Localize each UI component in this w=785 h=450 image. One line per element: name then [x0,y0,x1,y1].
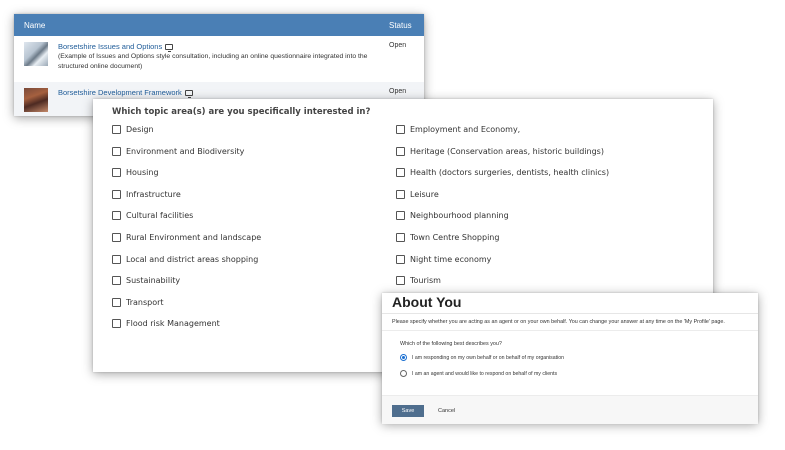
topic-label: Neighbourhood planning [410,211,509,220]
consultation-title[interactable]: Borsetshire Development Framework [58,88,182,97]
topic-option[interactable] [396,147,604,156]
topic-checkbox[interactable] [112,147,121,156]
table-row [14,36,424,82]
topic-checkbox[interactable] [112,233,121,242]
topic-option[interactable] [112,168,159,177]
topic-checkbox[interactable] [396,211,405,220]
consultation-link[interactable] [58,88,193,97]
topic-checkbox[interactable] [396,190,405,199]
about-you-title: About You [392,294,462,310]
topic-checkbox[interactable] [396,125,405,134]
topic-option[interactable] [112,211,193,220]
consultation-link[interactable] [58,42,173,51]
topic-option[interactable] [396,255,491,264]
topic-checkbox[interactable] [396,168,405,177]
topic-label: Infrastructure [126,190,181,199]
topic-option[interactable] [396,233,499,242]
topic-option[interactable] [112,255,258,264]
topic-checkbox[interactable] [396,255,405,264]
column-header-name: Name [24,20,46,30]
topic-checkbox[interactable] [112,255,121,264]
topic-label: Employment and Economy, [410,125,521,134]
topic-label: Tourism [410,276,441,285]
radio-button[interactable] [400,370,407,377]
form-footer [382,395,758,424]
topic-label: Town Centre Shopping [410,233,500,242]
topic-label: Environment and Biodiversity [126,147,245,156]
topic-label: Leisure [410,190,439,199]
radio-button-selected[interactable] [400,354,407,361]
topic-checkbox[interactable] [112,211,121,220]
about-you-panel [382,293,758,423]
consultation-status: Open [389,42,407,49]
topic-option[interactable] [112,190,181,199]
list-header [14,14,424,36]
topic-option[interactable] [112,147,244,156]
topic-label: Transport [126,298,164,307]
topic-label: Night time economy [410,255,492,264]
topic-option[interactable] [396,190,439,199]
topic-label: Health (doctors surgeries, dentists, health clinics) [410,168,610,177]
radio-label: I am an agent and would like to respond on behalf of my clients [412,370,558,377]
topic-option[interactable] [112,319,220,328]
topic-checkbox[interactable] [396,276,405,285]
topic-label: Design [126,125,154,134]
topic-option[interactable] [396,168,609,177]
topic-label: Heritage (Conservation areas, historic buildings) [410,147,604,156]
consultation-description: (Example of Issues and Options style consultation, including an online questionnaire integrated into the structured online document) [58,53,368,70]
topic-option[interactable] [112,233,261,242]
topic-checkbox[interactable] [396,233,405,242]
topic-label: Local and district areas shopping [126,255,259,264]
topic-option[interactable] [112,125,154,134]
monitor-icon [185,90,193,96]
consultation-thumbnail [24,88,48,112]
monitor-icon [165,44,173,50]
save-button[interactable]: Save [392,405,424,417]
topic-option[interactable] [396,125,520,134]
radio-label: I am responding on my own behalf or on behalf of my organisation [412,354,564,361]
divider [382,313,758,314]
cancel-button[interactable]: Cancel [438,405,455,417]
topic-checkbox[interactable] [112,298,121,307]
consultation-title[interactable]: Borsetshire Issues and Options [58,42,163,51]
topic-option[interactable] [396,211,509,220]
topics-question: Which topic area(s) are you specifically interested in? [112,107,371,117]
about-you-intro: Please specify whether you are acting as an agent or on your own behalf. You can change your answer at any time on the 'My Profile' page. [392,319,725,325]
topic-checkbox[interactable] [112,319,121,328]
consultation-status: Open [389,88,407,95]
topic-label: Housing [126,168,159,177]
about-you-question: Which of the following best describes you? [400,341,502,347]
topic-checkbox[interactable] [112,168,121,177]
topic-label: Cultural facilities [126,211,194,220]
topic-checkbox[interactable] [112,276,121,285]
divider [382,330,758,331]
column-header-status: Status [389,20,412,30]
respondent-type-option-agent[interactable] [400,370,557,377]
topic-option[interactable] [112,298,164,307]
topic-label: Rural Environment and landscape [126,233,262,242]
consultation-thumbnail [24,42,48,66]
topic-label: Flood risk Management [126,319,220,328]
topic-label: Sustainability [126,276,181,285]
topic-option[interactable] [396,276,441,285]
topic-option[interactable] [112,276,180,285]
topic-checkbox[interactable] [112,125,121,134]
respondent-type-option-own-behalf[interactable] [400,354,564,361]
topic-checkbox[interactable] [396,147,405,156]
topic-checkbox[interactable] [112,190,121,199]
